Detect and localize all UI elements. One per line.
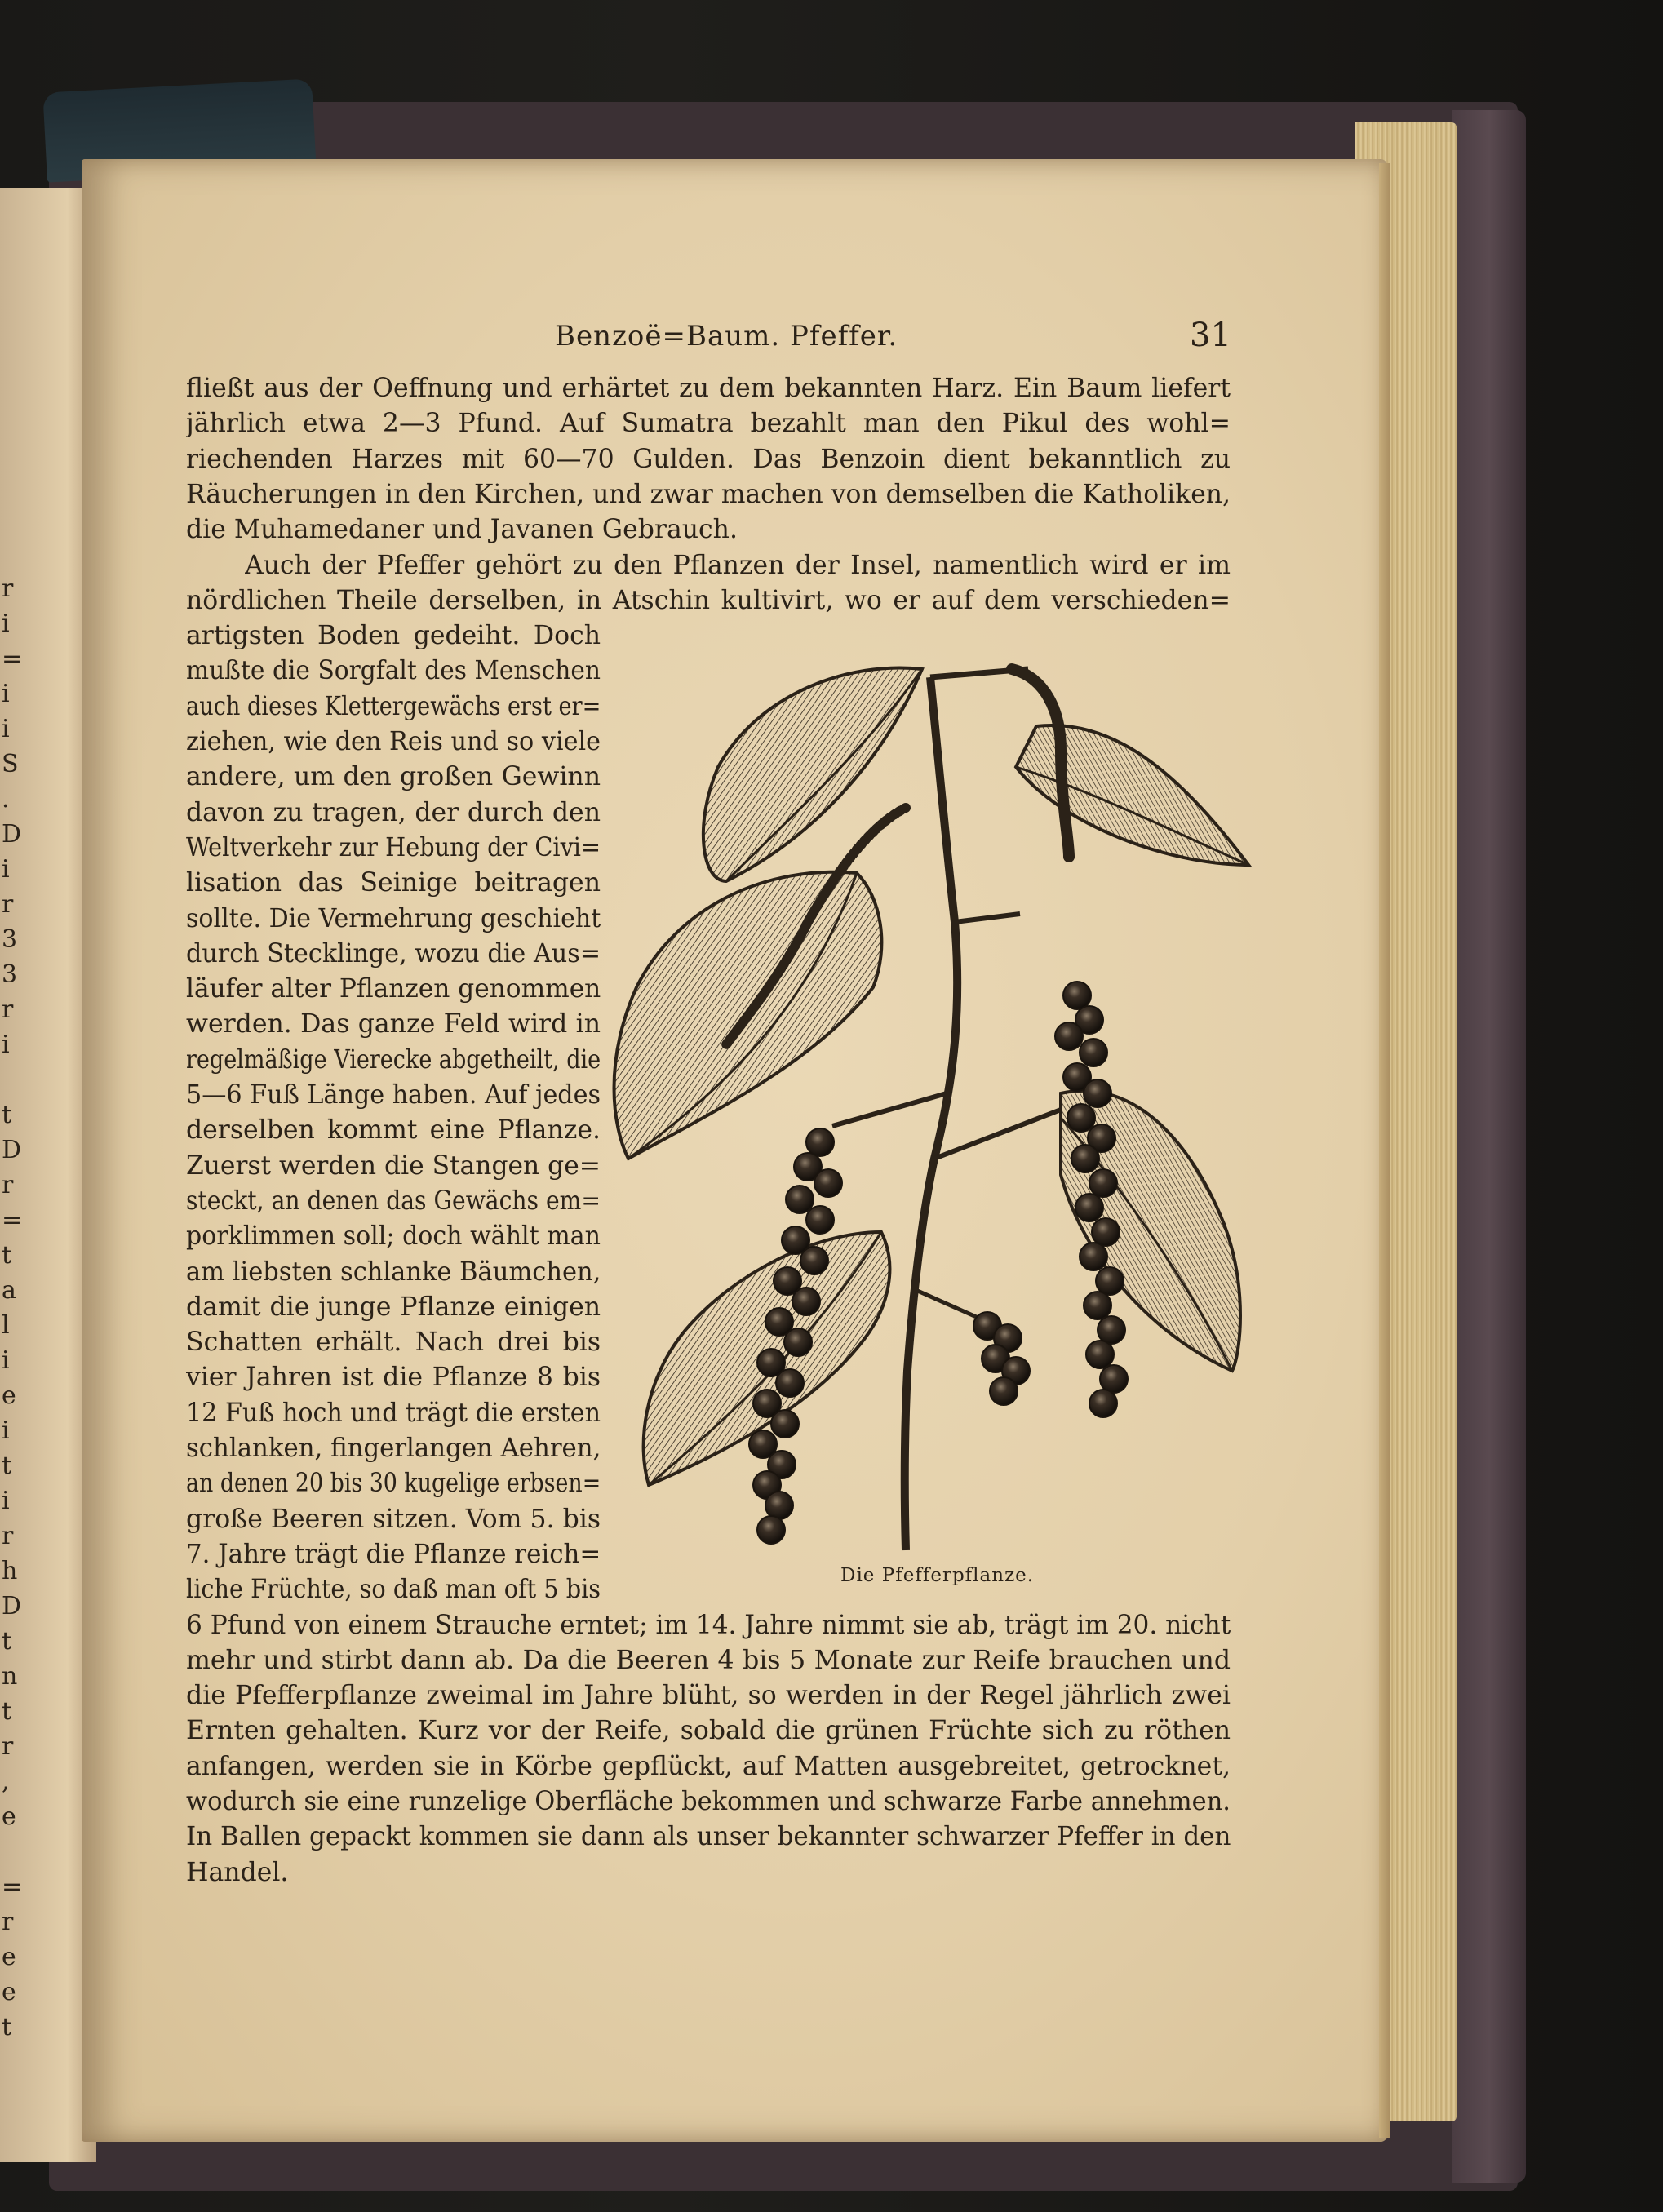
text-line: mehr und stirbt dann ab. Da die Beeren 4 bis 5 Monate zur Reife brauchen und: [186, 1645, 1231, 1675]
figure-caption: Die Pfefferpflanze.: [840, 1565, 1035, 1586]
text-line: porklimmen soll; doch wählt man: [186, 1221, 601, 1252]
pepper-berry: [1063, 982, 1091, 1009]
text-line: jährlich etwa 2—3 Pfund. Auf Sumatra bezahlt man den Pikul des wohl=: [186, 409, 1231, 439]
page-right-edge: [1379, 163, 1390, 2138]
pepper-berry: [1092, 1218, 1120, 1246]
pepper-berry: [1084, 1079, 1111, 1107]
pepper-berry: [1096, 1267, 1124, 1295]
pepper-berry: [784, 1328, 812, 1356]
pepper-berry: [814, 1169, 842, 1197]
pepper-berry: [990, 1377, 1018, 1405]
text-line: 7. Jahre trägt die Pflanze reich=: [186, 1539, 601, 1569]
text-line: sollte. Die Vermehrung geschieht: [186, 903, 601, 933]
pepper-berry: [806, 1128, 834, 1156]
pepper-plant-illustration: [604, 636, 1273, 1567]
text-line: am liebsten schlanke Bäumchen,: [186, 1257, 601, 1287]
text-line: Handel.: [186, 1857, 289, 1887]
text-line: läufer alter Pflanzen genommen: [186, 974, 601, 1004]
text-line: damit die junge Pflanze einigen: [186, 1292, 601, 1322]
pepper-berry: [1098, 1316, 1125, 1344]
pepper-berry: [800, 1247, 828, 1274]
text-line: große Beeren sitzen. Vom 5. bis: [186, 1504, 601, 1534]
text-line: anfangen, werden sie in Körbe gepflückt, auf Matten ausgebreitet, getrocknet,: [186, 1751, 1231, 1781]
page-number: 31: [1190, 317, 1231, 354]
text-line: davon zu tragen, der durch den: [186, 797, 601, 827]
text-line: regelmäßige Vierecke abgetheilt, die: [186, 1044, 601, 1075]
text-line: wodurch sie eine runzelige Oberfläche bekommen und schwarze Farbe annehmen.: [186, 1787, 1231, 1816]
text-line: nördlichen Theile derselben, in Atschin kultivirt, wo er auf dem verschieden=: [186, 585, 1231, 615]
left-page-text-fragments: r i = i i S . D i r 3 3 r i t D r = t a l i e i t i r h D t n t r , e = r e e t: [2, 574, 23, 2041]
text-line: ziehen, wie den Reis und so viele: [186, 727, 601, 756]
pepper-berry: [1067, 1104, 1095, 1132]
text-line: steckt, an denen das Gewächs em=: [186, 1186, 601, 1216]
pepper-berry: [1084, 1292, 1111, 1319]
text-line: durch Stecklinge, wozu die Aus=: [186, 938, 601, 969]
pepper-berry: [1055, 1022, 1083, 1050]
pepper-berry: [1075, 1194, 1103, 1221]
text-line: werden. Das ganze Feld wird in: [186, 1009, 601, 1040]
pepper-berry: [771, 1410, 799, 1438]
text-line: Ernten gehalten. Kurz vor der Reife, sobald die grünen Früchte sich zu röthen: [186, 1716, 1231, 1746]
pepper-berry: [776, 1369, 804, 1397]
pepper-berry: [1100, 1365, 1128, 1393]
text-line: liche Früchte, so daß man oft 5 bis: [186, 1575, 601, 1605]
text-line: Weltverkehr zur Hebung der Civi=: [186, 832, 601, 862]
text-line: Auch der Pfeffer gehört zu den Pflanzen der Insel, namentlich wird er im: [245, 550, 1231, 580]
pepper-berry: [792, 1288, 820, 1315]
pepper-berry: [786, 1186, 814, 1213]
book-cover-edge: [1452, 110, 1526, 2183]
pepper-berry: [1071, 1145, 1099, 1172]
text-line: schlanken, fingerlangen Aehren,: [186, 1434, 601, 1463]
text-line: 6 Pfund von einem Strauche erntet; im 14. Jahre nimmt sie ab, trägt im 20. nicht: [186, 1610, 1231, 1640]
text-line: auch dieses Klettergewächs erst er=: [186, 691, 601, 721]
text-line: vier Jahren ist die Pflanze 8 bis: [186, 1363, 601, 1393]
text-line: Zuerst werden die Stangen ge=: [186, 1150, 601, 1181]
text-line: 5—6 Fuß Länge haben. Auf jedes: [186, 1080, 601, 1110]
pepper-berry: [765, 1492, 793, 1519]
text-line: Räucherungen in den Kirchen, und zwar machen von demselben die Katholiken,: [186, 479, 1231, 509]
text-line: derselben kommt eine Pflanze.: [186, 1115, 601, 1146]
pepper-berry: [1080, 1039, 1107, 1066]
text-line: fließt aus der Oeffnung und erhärtet zu dem bekannten Harz. Ein Baum liefert: [186, 374, 1231, 403]
pepper-berry: [757, 1516, 785, 1544]
text-line: die Pfefferpflanze zweimal im Jahre blüht, so werden in der Regel jährlich zwei: [186, 1681, 1231, 1711]
text-line: 12 Fuß hoch und trägt die ersten: [186, 1398, 601, 1428]
text-line: die Muhamedaner und Javanen Gebrauch.: [186, 515, 738, 545]
text-line: lisation das Seinige beitragen: [186, 868, 601, 898]
text-line: mußte die Sorgfalt des Menschen: [186, 656, 601, 686]
text-line: artigsten Boden gedeiht. Doch: [186, 621, 601, 651]
pepper-berry: [806, 1206, 834, 1234]
text-line: Schatten erhält. Nach drei bis: [186, 1328, 601, 1358]
text-line: In Ballen gepackt kommen sie dann als unser bekannter schwarzer Pfeffer in den: [186, 1822, 1231, 1852]
pepper-berry: [1080, 1243, 1107, 1270]
pepper-berry: [1089, 1169, 1117, 1197]
pepper-berry: [1086, 1341, 1114, 1368]
text-line: riechenden Harzes mit 60—70 Gulden. Das Benzoin dient bekanntlich zu: [186, 444, 1231, 474]
pepper-berry: [1089, 1390, 1117, 1417]
text-line: an denen 20 bis 30 kugelige erbsen=: [186, 1469, 601, 1499]
running-head: Benzoë=Baum. Pfeffer.: [555, 320, 898, 352]
text-line: andere, um den großen Gewinn: [186, 762, 601, 792]
